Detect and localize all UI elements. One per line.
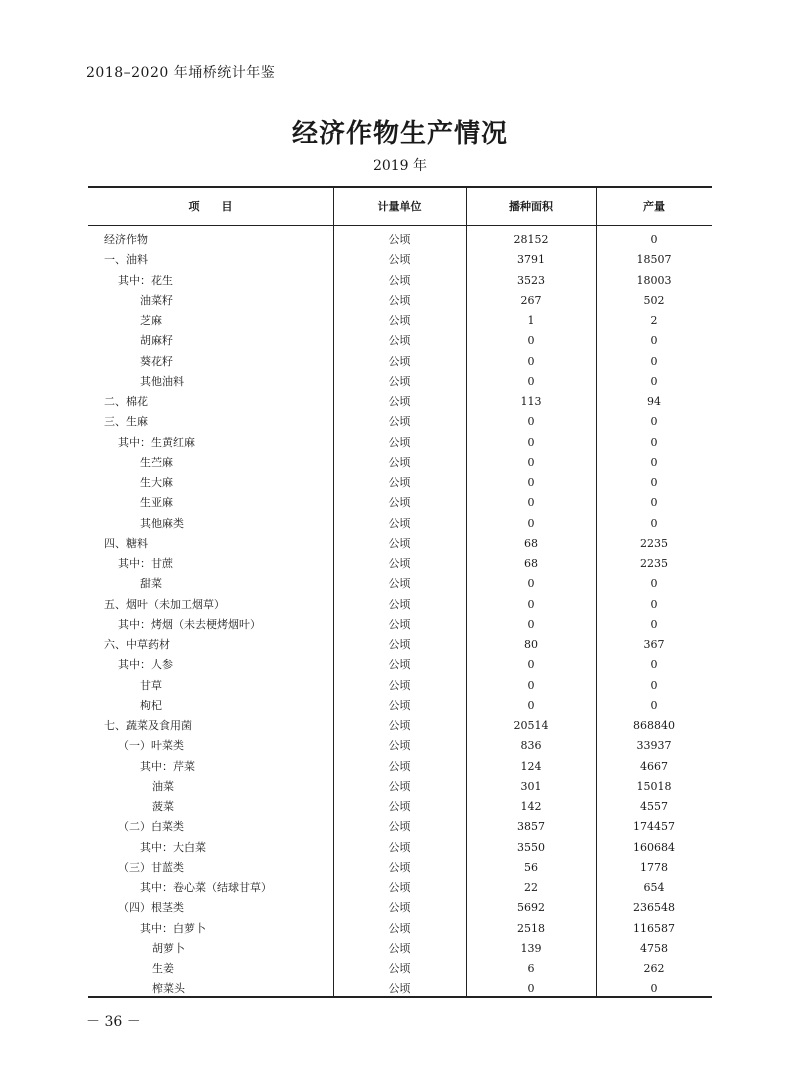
row-item-name: 甜菜 bbox=[140, 577, 162, 591]
row-area: 0 bbox=[527, 982, 535, 996]
row-item-name: 其他麻类 bbox=[140, 516, 184, 530]
row-item-name: 油菜 bbox=[152, 779, 174, 793]
row-item-name: 芝麻 bbox=[140, 314, 162, 327]
table-row bbox=[88, 412, 712, 432]
row-unit: 公顷 bbox=[388, 901, 411, 915]
row-item-name: 枸杞 bbox=[140, 698, 162, 712]
row-area: 3791 bbox=[517, 253, 545, 267]
row-unit: 公顷 bbox=[388, 536, 411, 550]
row-item-name: 一、油料 bbox=[104, 253, 148, 267]
table-row bbox=[88, 919, 712, 939]
table-row bbox=[88, 250, 712, 270]
row-output: 2235 bbox=[640, 557, 668, 570]
row-area: 142 bbox=[520, 800, 542, 813]
row-unit: 公顷 bbox=[388, 496, 411, 510]
table-row bbox=[88, 534, 712, 554]
table-body bbox=[88, 230, 712, 1000]
row-area: 301 bbox=[520, 779, 542, 793]
row-item-name: （四）根茎类 bbox=[118, 901, 184, 915]
row-area: 20514 bbox=[513, 719, 549, 732]
row-output: 654 bbox=[643, 881, 665, 894]
row-item-name: 其中：烤烟（未去梗烤烟叶） bbox=[118, 617, 261, 631]
row-unit: 公顷 bbox=[388, 881, 411, 894]
row-output: 0 bbox=[650, 597, 658, 611]
row-unit: 公顷 bbox=[388, 516, 411, 530]
row-item-name: 其中：白萝卜 bbox=[140, 921, 206, 935]
row-area: 0 bbox=[527, 597, 535, 611]
row-area: 0 bbox=[527, 658, 535, 672]
running-header: 2018–2020 年埇桥统计年鉴 bbox=[86, 65, 276, 81]
table-row bbox=[88, 574, 712, 594]
row-unit: 公顷 bbox=[388, 982, 411, 996]
row-output: 0 bbox=[650, 678, 658, 692]
row-item-name: 其中：花生 bbox=[118, 273, 173, 287]
row-area: 3550 bbox=[517, 840, 545, 854]
row-output: 0 bbox=[650, 476, 658, 489]
row-output: 174457 bbox=[633, 820, 675, 834]
row-area: 124 bbox=[520, 759, 542, 773]
row-area: 0 bbox=[527, 698, 535, 712]
table-row bbox=[88, 473, 712, 493]
row-unit: 公顷 bbox=[388, 577, 411, 591]
row-area: 5692 bbox=[517, 901, 545, 915]
table-row bbox=[88, 392, 712, 412]
row-item-name: 五、烟叶（未加工烟草） bbox=[104, 597, 225, 611]
table-row bbox=[88, 716, 712, 736]
row-unit: 公顷 bbox=[388, 617, 411, 631]
row-output: 0 bbox=[650, 577, 658, 591]
row-area: 0 bbox=[527, 476, 535, 489]
row-unit: 公顷 bbox=[388, 415, 411, 429]
row-output: 2 bbox=[650, 314, 658, 327]
column-header-output: 产量 bbox=[643, 200, 665, 213]
row-item-name: 其中：卷心菜（结球甘草） bbox=[140, 881, 272, 894]
row-output: 18507 bbox=[636, 253, 672, 267]
table-header bbox=[88, 188, 712, 225]
row-area: 22 bbox=[524, 881, 538, 894]
table-row bbox=[88, 858, 712, 878]
row-area: 56 bbox=[524, 860, 538, 874]
row-unit: 公顷 bbox=[388, 435, 411, 449]
row-unit: 公顷 bbox=[388, 597, 411, 611]
row-unit: 公顷 bbox=[388, 941, 411, 955]
row-item-name: 菠菜 bbox=[152, 800, 174, 813]
row-output: 0 bbox=[650, 415, 658, 429]
row-area: 0 bbox=[527, 617, 535, 631]
row-item-name: 甘草 bbox=[140, 678, 162, 692]
table-row bbox=[88, 291, 712, 311]
table-row bbox=[88, 696, 712, 716]
row-item-name: 生苎麻 bbox=[140, 455, 173, 469]
row-output: 15018 bbox=[636, 779, 672, 793]
row-item-name: 其中：生黄红麻 bbox=[118, 435, 195, 449]
row-unit: 公顷 bbox=[388, 374, 411, 388]
row-output: 2235 bbox=[640, 536, 668, 550]
row-unit: 公顷 bbox=[388, 719, 411, 732]
page-title: 经济作物生产情况 bbox=[291, 119, 508, 149]
row-unit: 公顷 bbox=[388, 314, 411, 327]
row-area: 28152 bbox=[513, 233, 549, 246]
row-output: 0 bbox=[650, 698, 658, 712]
row-item-name: 油菜籽 bbox=[140, 293, 173, 307]
table-row bbox=[88, 817, 712, 837]
row-area: 139 bbox=[520, 941, 542, 955]
row-area: 0 bbox=[527, 334, 535, 348]
row-area: 80 bbox=[524, 638, 538, 651]
row-area: 0 bbox=[527, 496, 535, 510]
row-area: 3523 bbox=[517, 273, 545, 287]
column-header-area: 播种面积 bbox=[509, 200, 553, 213]
row-item-name: 生姜 bbox=[152, 962, 174, 975]
row-output: 0 bbox=[650, 455, 658, 469]
table-row bbox=[88, 655, 712, 675]
row-unit: 公顷 bbox=[388, 293, 411, 307]
row-item-name: 其中：大白菜 bbox=[140, 840, 206, 854]
row-area: 0 bbox=[527, 435, 535, 449]
row-area: 3857 bbox=[517, 820, 545, 834]
table-row bbox=[88, 311, 712, 331]
table-row bbox=[88, 939, 712, 959]
row-unit: 公顷 bbox=[388, 253, 411, 267]
table-row bbox=[88, 838, 712, 858]
row-output: 18003 bbox=[636, 273, 672, 287]
row-unit: 公顷 bbox=[388, 840, 411, 854]
row-unit: 公顷 bbox=[388, 962, 411, 975]
row-item-name: 其中：芹菜 bbox=[140, 759, 195, 773]
row-item-name: 经济作物 bbox=[104, 233, 148, 246]
row-unit: 公顷 bbox=[388, 354, 411, 368]
row-item-name: （一）叶菜类 bbox=[118, 739, 184, 753]
row-area: 68 bbox=[524, 536, 538, 550]
row-output: 0 bbox=[650, 617, 658, 631]
row-item-name: 其他油料 bbox=[140, 374, 184, 388]
column-header-item: 项 目 bbox=[188, 200, 233, 213]
table-row bbox=[88, 433, 712, 453]
table-row bbox=[88, 898, 712, 918]
row-unit: 公顷 bbox=[388, 779, 411, 793]
row-output: 236548 bbox=[633, 901, 675, 915]
row-unit: 公顷 bbox=[388, 476, 411, 489]
row-item-name: 二、棉花 bbox=[104, 395, 148, 408]
table-row bbox=[88, 514, 712, 534]
table-row bbox=[88, 230, 712, 250]
row-output: 0 bbox=[650, 516, 658, 530]
row-unit: 公顷 bbox=[388, 557, 411, 570]
row-item-name: 六、中草药材 bbox=[104, 638, 170, 651]
table-row bbox=[88, 595, 712, 615]
row-output: 4667 bbox=[640, 759, 668, 773]
row-unit: 公顷 bbox=[388, 273, 411, 287]
table-row bbox=[88, 615, 712, 635]
row-output: 33937 bbox=[636, 739, 672, 753]
table-header-rule bbox=[88, 225, 712, 226]
row-output: 0 bbox=[650, 496, 658, 510]
row-output: 1778 bbox=[640, 860, 668, 874]
table-row bbox=[88, 878, 712, 898]
row-item-name: 胡麻籽 bbox=[140, 334, 173, 348]
row-unit: 公顷 bbox=[388, 921, 411, 935]
row-output: 502 bbox=[643, 293, 665, 307]
row-area: 0 bbox=[527, 374, 535, 388]
row-unit: 公顷 bbox=[388, 233, 411, 246]
row-output: 0 bbox=[650, 354, 658, 368]
row-item-name: 其中：甘蔗 bbox=[118, 557, 173, 570]
row-area: 6 bbox=[527, 962, 535, 975]
row-area: 0 bbox=[527, 577, 535, 591]
row-output: 868840 bbox=[633, 719, 675, 732]
row-output: 160684 bbox=[633, 840, 675, 854]
table-row bbox=[88, 757, 712, 777]
table-row bbox=[88, 493, 712, 513]
row-area: 0 bbox=[527, 455, 535, 469]
row-output: 4557 bbox=[640, 800, 668, 813]
row-output: 367 bbox=[643, 638, 665, 651]
row-area: 68 bbox=[524, 557, 538, 570]
row-item-name: 生亚麻 bbox=[140, 496, 173, 510]
table-row bbox=[88, 979, 712, 999]
row-output: 94 bbox=[647, 395, 661, 408]
row-area: 0 bbox=[527, 354, 535, 368]
table-row bbox=[88, 271, 712, 291]
row-item-name: 生大麻 bbox=[140, 476, 173, 489]
row-unit: 公顷 bbox=[388, 455, 411, 469]
table-row bbox=[88, 372, 712, 392]
table-row bbox=[88, 331, 712, 351]
row-unit: 公顷 bbox=[388, 638, 411, 651]
row-item-name: 三、生麻 bbox=[104, 415, 148, 429]
table-row bbox=[88, 676, 712, 696]
table-row bbox=[88, 352, 712, 372]
row-output: 116587 bbox=[633, 921, 675, 935]
row-output: 0 bbox=[650, 658, 658, 672]
row-area: 2518 bbox=[517, 921, 545, 935]
table-row bbox=[88, 797, 712, 817]
table-row bbox=[88, 635, 712, 655]
row-unit: 公顷 bbox=[388, 698, 411, 712]
row-output: 0 bbox=[650, 982, 658, 996]
table-row bbox=[88, 736, 712, 756]
row-unit: 公顷 bbox=[388, 395, 411, 408]
row-output: 0 bbox=[650, 233, 658, 246]
row-output: 262 bbox=[643, 962, 665, 975]
column-header-unit: 计量单位 bbox=[377, 200, 422, 213]
row-unit: 公顷 bbox=[388, 678, 411, 692]
row-unit: 公顷 bbox=[388, 739, 411, 753]
row-unit: 公顷 bbox=[388, 759, 411, 773]
row-unit: 公顷 bbox=[388, 820, 411, 834]
row-output: 4758 bbox=[640, 941, 668, 955]
row-output: 0 bbox=[650, 334, 658, 348]
row-area: 0 bbox=[527, 678, 535, 692]
page-number: － 36 － bbox=[86, 1014, 141, 1030]
table-row bbox=[88, 554, 712, 574]
row-item-name: （二）白菜类 bbox=[118, 820, 184, 834]
row-item-name: 葵花籽 bbox=[140, 354, 173, 368]
row-output: 0 bbox=[650, 374, 658, 388]
row-item-name: 四、糖料 bbox=[104, 536, 148, 550]
row-item-name: （三）甘蓝类 bbox=[118, 860, 184, 874]
table-row bbox=[88, 777, 712, 797]
row-item-name: 榨菜头 bbox=[152, 982, 185, 996]
row-area: 0 bbox=[527, 516, 535, 530]
row-item-name: 胡萝卜 bbox=[152, 941, 185, 955]
row-area: 113 bbox=[520, 395, 542, 408]
row-unit: 公顷 bbox=[388, 800, 411, 813]
row-area: 267 bbox=[520, 293, 542, 307]
row-unit: 公顷 bbox=[388, 334, 411, 348]
row-output: 0 bbox=[650, 435, 658, 449]
row-item-name: 七、蔬菜及食用菌 bbox=[104, 719, 192, 732]
row-unit: 公顷 bbox=[388, 860, 411, 874]
page-subtitle: 2019 年 bbox=[372, 158, 428, 174]
row-unit: 公顷 bbox=[388, 658, 411, 672]
row-area: 1 bbox=[527, 314, 535, 327]
row-area: 0 bbox=[527, 415, 535, 429]
row-item-name: 其中：人参 bbox=[118, 658, 173, 672]
table-row bbox=[88, 959, 712, 979]
table-row bbox=[88, 453, 712, 473]
row-area: 836 bbox=[520, 739, 542, 753]
